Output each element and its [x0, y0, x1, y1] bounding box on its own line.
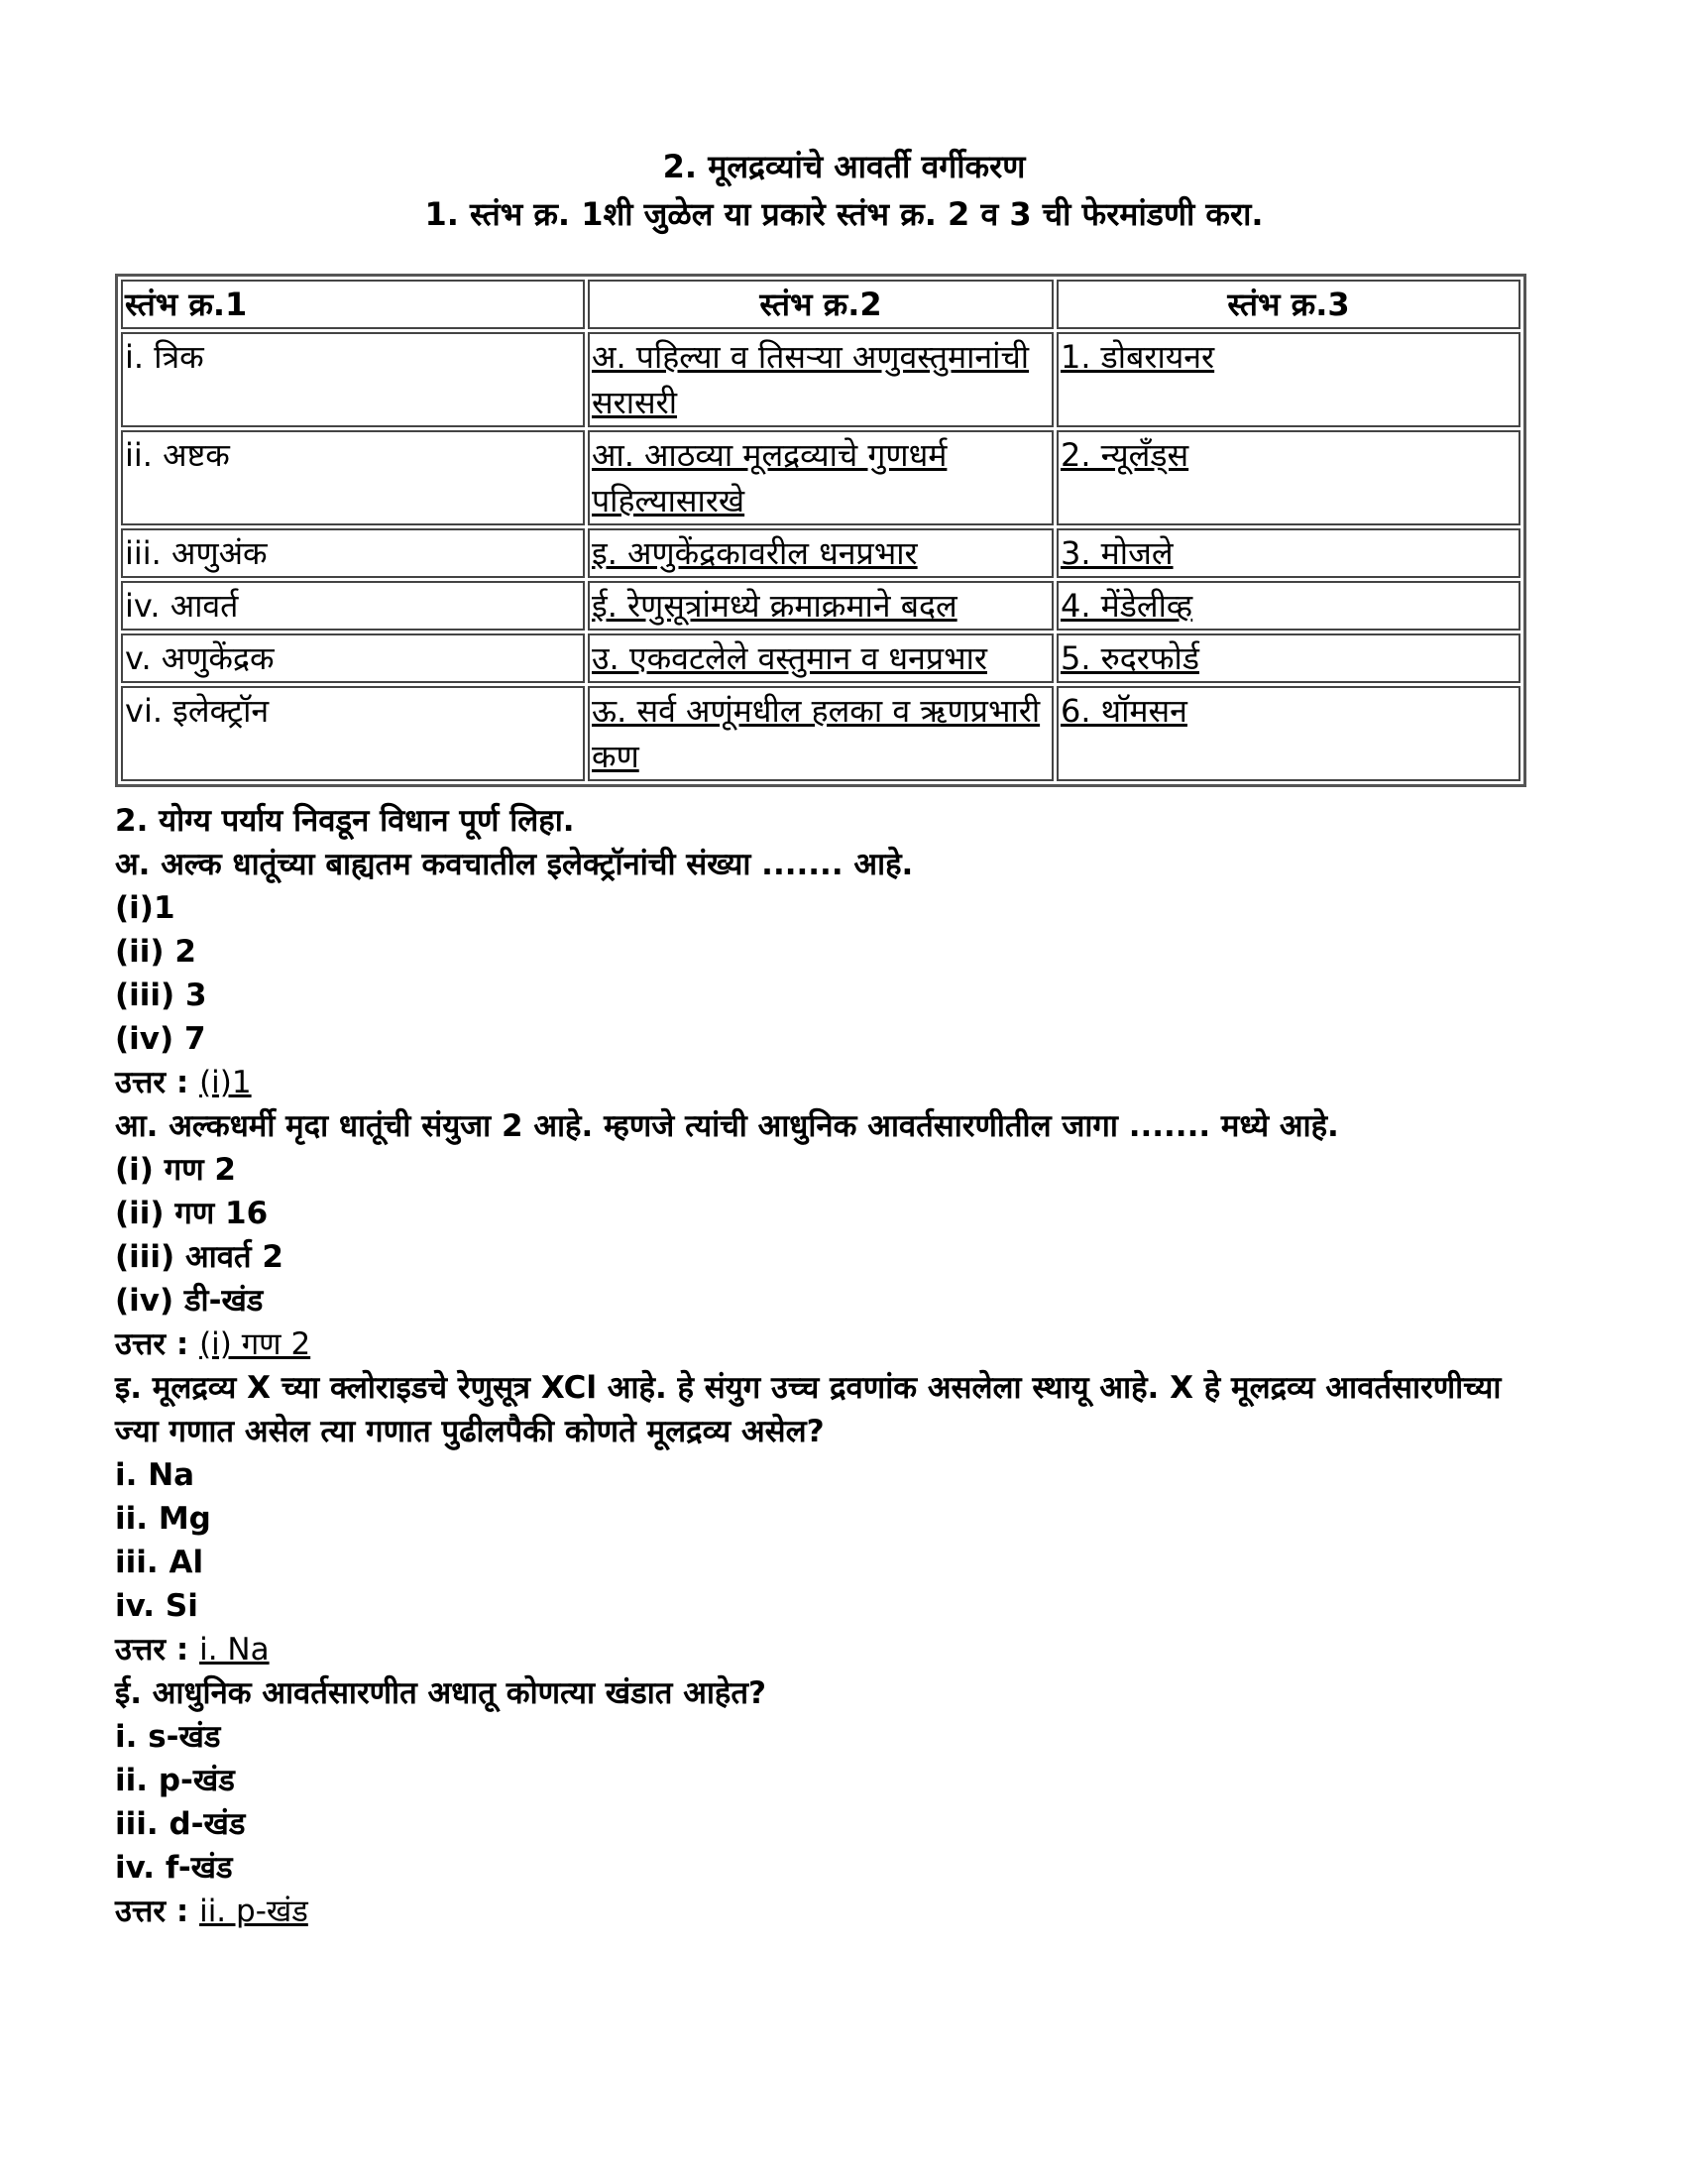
option: iv. Si — [115, 1588, 198, 1624]
table-cell: ii. अष्टक — [121, 430, 585, 525]
table-cell: 3. मोजले — [1057, 528, 1520, 578]
answer-value: (i) गण 2 — [199, 1326, 311, 1362]
table-row — [121, 430, 1520, 525]
table-row — [121, 686, 1520, 781]
option: iv. f-खंड — [115, 1850, 233, 1886]
table-cell: iv. आवर्त — [121, 581, 585, 631]
answer-line — [115, 1890, 1542, 1933]
answer-line — [115, 1061, 1542, 1104]
chapter-title: 2. मूलद्रव्यांचे आवर्ती वर्गीकरण — [662, 148, 1026, 185]
table-cell: 5. रुदरफोर्ड — [1057, 633, 1520, 683]
table-cell: i. त्रिक — [121, 332, 585, 427]
section-heading: 2. योग्य पर्याय निवडून विधान पूर्ण लिहा. — [115, 803, 575, 839]
answer-label: उत्तर : — [115, 1065, 200, 1100]
option: (i)1 — [115, 890, 175, 926]
table-cell: iii. अणुअंक — [121, 528, 585, 578]
question-text: ई. आधुनिक आवर्तसारणीत अधातू कोणत्या खंडात आहेत? — [115, 1675, 767, 1711]
table-cell: 6. थॉमसन — [1057, 686, 1520, 781]
table-cell: ई. रेणुसूत्रांमध्ये क्रमाक्रमाने बदल — [588, 581, 1054, 631]
option: ii. p-खंड — [115, 1763, 235, 1798]
answer-value: (i)1 — [199, 1065, 252, 1100]
answer-value: ii. p-खंड — [199, 1894, 308, 1929]
option: (iv) 7 — [115, 1021, 206, 1057]
table-row — [121, 528, 1520, 578]
question-text: इ. मूलद्रव्य X च्या क्लोराइडचे रेणुसूत्र XCl आहे. हे संयुग उच्च द्रवणांक असलेला स्थायू आहे. X हे मूलद्रव्य आवर्तसारणीच्या ज्या गणात असेल त्या गणात पुढीलपैकी कोणते मूलद्रव्य असेल? — [115, 1370, 1502, 1449]
column-header: स्तंभ क्र.3 — [1057, 280, 1520, 329]
table-cell: ऊ. सर्व अणूंमधील हलका व ऋणप्रभारी कण — [588, 686, 1054, 781]
option: iii. d-खंड — [115, 1806, 246, 1842]
mcq-section — [115, 799, 1542, 1933]
answer-line — [115, 1322, 1542, 1366]
option: iii. Al — [115, 1545, 204, 1580]
table-cell: 2. न्यूलँड्स — [1057, 430, 1520, 525]
table-header-row — [121, 280, 1520, 329]
answer-label: उत्तर : — [115, 1326, 200, 1362]
option: ii. Mg — [115, 1501, 211, 1537]
table-cell: आ. आठव्या मूलद्रव्याचे गुणधर्म पहिल्यासारखे — [588, 430, 1054, 525]
answer-label: उत्तर : — [115, 1894, 200, 1929]
option: (ii) 2 — [115, 934, 196, 970]
option: i. s-खंड — [115, 1719, 221, 1755]
option: (iii) आवर्त 2 — [115, 1239, 283, 1275]
table-cell: 4. मेंडेलीव्ह — [1057, 581, 1520, 631]
match-instruction: 1. स्तंभ क्र. 1शी जुळेल या प्रकारे स्तंभ क्र. 2 व 3 ची फेरमांडणी करा. — [424, 195, 1264, 233]
question-text: आ. अल्कधर्मी मृदा धातूंची संयुजा 2 आहे. म्हणजे त्यांची आधुनिक आवर्तसारणीतील जागा ....... मध्ये आहे. — [115, 1108, 1339, 1144]
answer-label: उत्तर : — [115, 1632, 200, 1667]
table-cell: इ. अणुकेंद्रकावरील धनप्रभार — [588, 528, 1054, 578]
table-cell: 1. डोबरायनर — [1057, 332, 1520, 427]
option: (ii) गण 16 — [115, 1196, 269, 1231]
column-header: स्तंभ क्र.2 — [588, 280, 1054, 329]
column-header: स्तंभ क्र.1 — [121, 280, 585, 329]
table-cell: vi. इलेक्ट्रॉन — [121, 686, 585, 781]
answer-value: i. Na — [199, 1632, 270, 1667]
option: i. Na — [115, 1457, 195, 1493]
table-row — [121, 581, 1520, 631]
table-cell: v. अणुकेंद्रक — [121, 633, 585, 683]
question-text: अ. अल्क धातूंच्या बाह्यतम कवचातील इलेक्ट्रॉनांची संख्या ....... आहे. — [115, 847, 914, 882]
match-table — [115, 274, 1526, 787]
option: (iii) 3 — [115, 977, 207, 1013]
option: (iv) डी-खंड — [115, 1283, 264, 1319]
option: (i) गण 2 — [115, 1152, 236, 1188]
table-cell: अ. पहिल्या व तिसऱ्या अणुवस्तुमानांची सरासरी — [588, 332, 1054, 427]
table-row — [121, 633, 1520, 683]
table-cell: उ. एकवटलेले वस्तुमान व धनप्रभार — [588, 633, 1054, 683]
table-row — [121, 332, 1520, 427]
answer-line — [115, 1628, 1542, 1671]
